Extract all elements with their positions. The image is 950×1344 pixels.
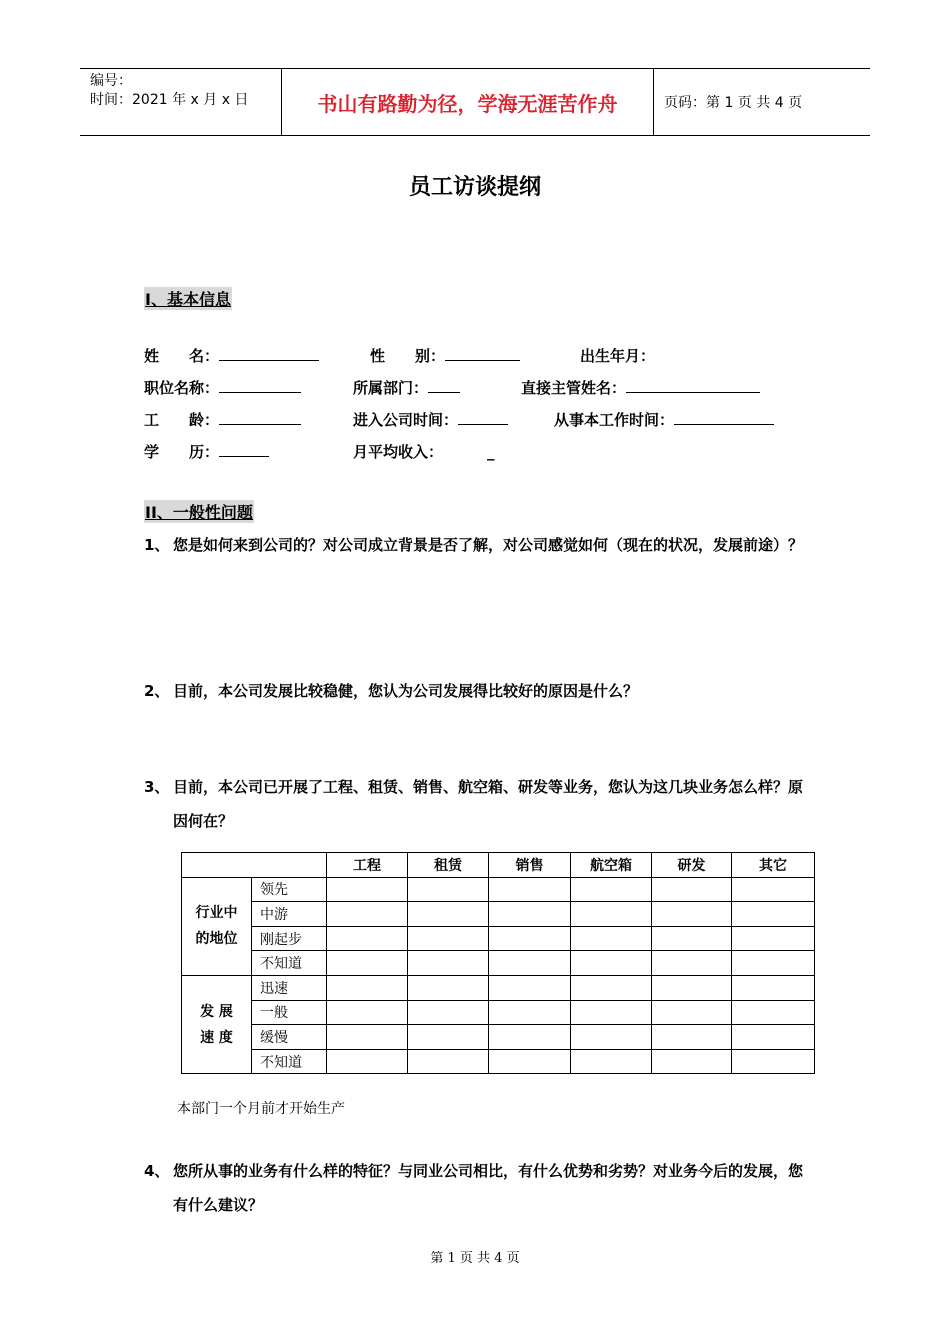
- supervisor-field[interactable]: [521, 377, 760, 398]
- business-evaluation-table: [181, 852, 815, 1074]
- table-cell[interactable]: [652, 902, 732, 927]
- table-cell[interactable]: [327, 951, 408, 976]
- table-cell[interactable]: [489, 1025, 571, 1050]
- question-2: [144, 674, 814, 708]
- table-cell[interactable]: [732, 926, 815, 951]
- join-time-blank[interactable]: [458, 410, 508, 425]
- header-page-code: 页码：第 1 页 共 4 页: [664, 95, 803, 111]
- table-header-row: [182, 853, 815, 878]
- column-header: 租赁: [408, 853, 489, 878]
- position-label: 职位名称：: [144, 379, 220, 397]
- header-motto: 书山有路勤为径，学海无涯苦作舟: [281, 69, 654, 135]
- section-basic-info-heading: I、基本信息: [144, 287, 232, 310]
- page-title: 员工访谈提纲: [408, 175, 541, 200]
- table-cell[interactable]: [327, 975, 408, 1000]
- table-cell[interactable]: [571, 1049, 652, 1074]
- table-cell[interactable]: [732, 1049, 815, 1074]
- page-footer: 第 1 页 共 4 页: [430, 1251, 520, 1266]
- question-number: 2、: [144, 682, 170, 700]
- table-cell[interactable]: [732, 975, 815, 1000]
- table-cell[interactable]: [571, 1025, 652, 1050]
- question-text: 目前，本公司发展比较稳健，您认为公司发展得比较好的原因是什么？: [173, 682, 639, 700]
- option-label: 不知道: [252, 951, 327, 976]
- table-row: [182, 1025, 815, 1050]
- table-row: [182, 1049, 815, 1074]
- table-cell[interactable]: [652, 926, 732, 951]
- join-time-label: 进入公司时间：: [353, 411, 459, 429]
- section-general-questions-heading: II、一般性问题: [144, 500, 254, 523]
- group-label-text: 行业中的地位: [195, 905, 238, 948]
- table-cell[interactable]: [327, 926, 408, 951]
- table-cell[interactable]: [732, 951, 815, 976]
- question-number: 4、: [144, 1162, 170, 1180]
- table-cell[interactable]: [652, 1000, 732, 1025]
- header-time: 时间：2021 年 x 月 x 日: [90, 92, 249, 108]
- education-label: 学 历：: [144, 443, 220, 461]
- group-label-text: 发 展 速 度: [200, 1003, 233, 1046]
- table-cell[interactable]: [571, 1000, 652, 1025]
- table-cell[interactable]: [489, 902, 571, 927]
- table-cell[interactable]: [408, 1025, 489, 1050]
- group-label-development-speed: [182, 975, 252, 1073]
- table-cell[interactable]: [571, 975, 652, 1000]
- work-time-field[interactable]: [554, 409, 774, 430]
- department-field[interactable]: [353, 377, 460, 398]
- question-text: 您所从事的业务有什么样的特征？与同业公司相比，有什么优势和劣势？对业务今后的发展，您有什么建议？: [173, 1162, 804, 1214]
- table-cell[interactable]: [652, 1025, 732, 1050]
- column-header: 研发: [652, 853, 732, 878]
- option-label: 中游: [252, 902, 327, 927]
- question-number: 1、: [144, 536, 170, 554]
- table-cell[interactable]: [489, 1049, 571, 1074]
- question-3: [144, 770, 814, 838]
- table-cell[interactable]: [489, 926, 571, 951]
- birth-field[interactable]: [580, 345, 655, 366]
- table-cell[interactable]: [327, 1000, 408, 1025]
- table-cell[interactable]: [327, 877, 408, 902]
- table-cell[interactable]: [489, 877, 571, 902]
- income-blank[interactable]: _: [487, 443, 495, 461]
- seniority-field[interactable]: [144, 409, 301, 430]
- name-blank[interactable]: [219, 346, 319, 361]
- table-row: [182, 926, 815, 951]
- department-label: 所属部门：: [353, 379, 429, 397]
- table-row: [182, 975, 815, 1000]
- work-time-blank[interactable]: [674, 410, 774, 425]
- table-cell[interactable]: [408, 951, 489, 976]
- question-text: 目前，本公司已开展了工程、租赁、销售、航空箱、研发等业务，您认为这几块业务怎么样？原因何在？: [173, 778, 804, 830]
- table-cell[interactable]: [732, 1025, 815, 1050]
- table-cell[interactable]: [571, 951, 652, 976]
- table-cell[interactable]: [489, 1000, 571, 1025]
- option-label: 领先: [252, 877, 327, 902]
- document-header: [80, 68, 870, 136]
- education-blank[interactable]: [219, 442, 269, 457]
- seniority-blank[interactable]: [219, 410, 301, 425]
- question-text: 您是如何来到公司的？对公司成立背景是否了解，对公司感觉如何（现在的状况，发展前途）？: [173, 536, 804, 554]
- table-row: [182, 902, 815, 927]
- table-cell[interactable]: [571, 926, 652, 951]
- join-time-field[interactable]: [353, 409, 508, 430]
- table-cell[interactable]: [652, 951, 732, 976]
- question-number: 3、: [144, 778, 170, 796]
- table-cell[interactable]: [489, 951, 571, 976]
- table-cell[interactable]: [327, 1025, 408, 1050]
- column-header: 航空箱: [571, 853, 652, 878]
- seniority-label: 工 龄：: [144, 411, 220, 429]
- option-label: 迅速: [252, 975, 327, 1000]
- gender-field[interactable]: [370, 345, 520, 366]
- table-cell[interactable]: [652, 877, 732, 902]
- position-blank[interactable]: [219, 378, 301, 393]
- gender-blank[interactable]: [445, 346, 520, 361]
- position-field[interactable]: [144, 377, 301, 398]
- table-cell[interactable]: [408, 926, 489, 951]
- column-header: 销售: [489, 853, 571, 878]
- table-cell[interactable]: [408, 1049, 489, 1074]
- supervisor-label: 直接主管姓名：: [521, 379, 627, 397]
- option-label: 一般: [252, 1000, 327, 1025]
- option-label: 缓慢: [252, 1025, 327, 1050]
- answer-note: 本部门一个月前才开始生产: [177, 1101, 345, 1117]
- name-field[interactable]: [144, 345, 319, 366]
- work-time-label: 从事本工作时间：: [554, 411, 675, 429]
- table-row: [182, 1000, 815, 1025]
- question-1: [144, 528, 814, 562]
- option-label: 不知道: [252, 1049, 327, 1074]
- table-row: [182, 877, 815, 902]
- income-field[interactable]: [353, 441, 495, 462]
- birth-label: 出生年月：: [580, 347, 656, 365]
- table-cell[interactable]: [571, 902, 652, 927]
- column-header: 工程: [327, 853, 408, 878]
- table-cell[interactable]: [408, 1000, 489, 1025]
- table-row: [182, 951, 815, 976]
- question-4: [144, 1154, 814, 1222]
- table-cell[interactable]: [408, 975, 489, 1000]
- gender-label: 性 别：: [370, 347, 446, 365]
- name-label: 姓 名：: [144, 347, 220, 365]
- table-cell[interactable]: [408, 902, 489, 927]
- table-cell[interactable]: [571, 877, 652, 902]
- table-cell[interactable]: [408, 877, 489, 902]
- table-cell[interactable]: [732, 877, 815, 902]
- table-cell[interactable]: [652, 1049, 732, 1074]
- table-cell[interactable]: [732, 1000, 815, 1025]
- education-field[interactable]: [144, 441, 269, 462]
- income-label: 月平均收入：: [353, 443, 444, 461]
- column-header: 其它: [732, 853, 815, 878]
- header-meta: [80, 69, 281, 135]
- group-label-industry-position: [182, 877, 252, 975]
- table-cell[interactable]: [327, 902, 408, 927]
- table-corner-cell: [182, 853, 327, 878]
- supervisor-blank[interactable]: [626, 378, 760, 393]
- table-cell[interactable]: [732, 902, 815, 927]
- table-cell[interactable]: [489, 975, 571, 1000]
- table-cell[interactable]: [652, 975, 732, 1000]
- header-number: 编号：: [90, 73, 132, 89]
- department-blank[interactable]: [428, 378, 460, 393]
- option-label: 刚起步: [252, 926, 327, 951]
- table-cell[interactable]: [327, 1049, 408, 1074]
